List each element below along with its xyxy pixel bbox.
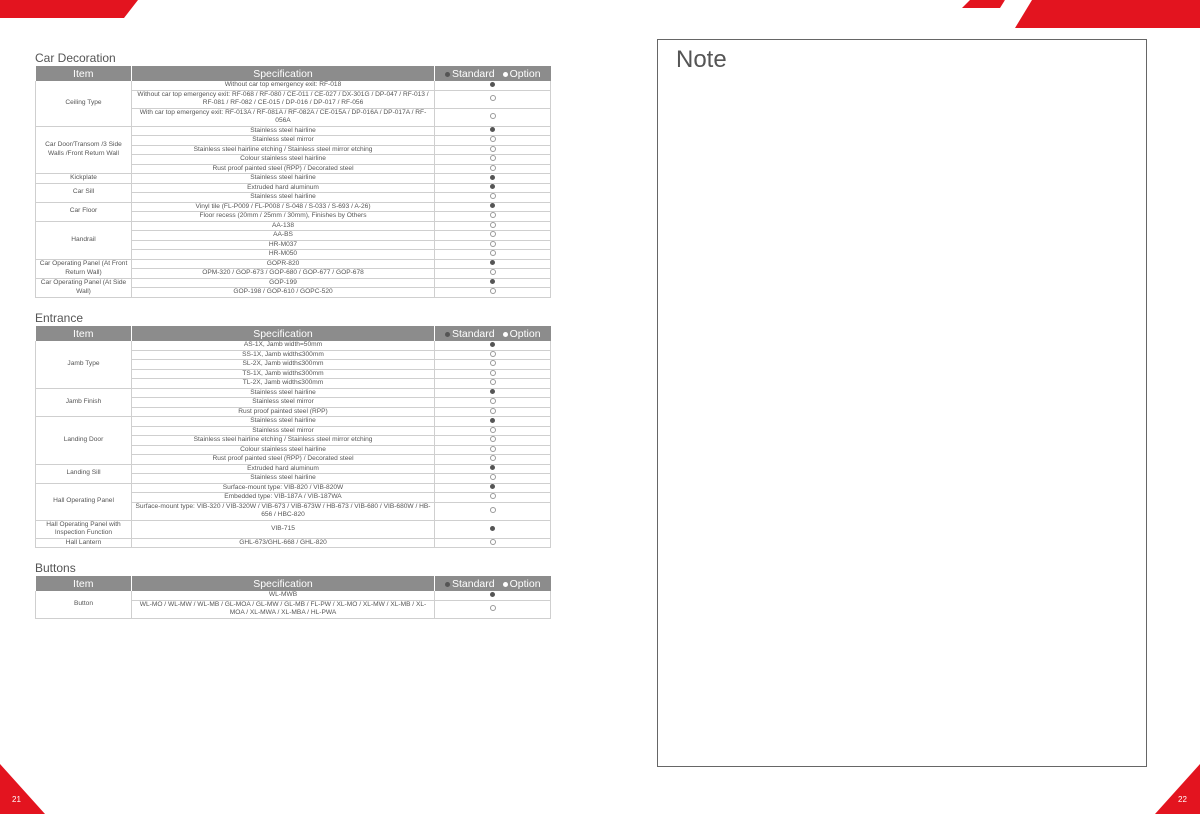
option-dot-icon xyxy=(490,539,496,545)
option-dot-icon xyxy=(490,193,496,199)
column-header-specification: Specification xyxy=(132,576,435,591)
option-marker xyxy=(435,455,551,465)
note-title: Note xyxy=(676,46,727,73)
option-dot-icon xyxy=(490,474,496,480)
standard-dot-icon xyxy=(490,260,495,265)
table-row xyxy=(36,259,551,269)
standard-dot-icon xyxy=(490,82,495,87)
legend-option: Option xyxy=(509,327,541,340)
option-marker xyxy=(435,288,551,298)
column-header-item: Item xyxy=(36,66,132,81)
option-dot-icon xyxy=(490,507,496,513)
standard-marker xyxy=(435,591,551,600)
option-dot-icon xyxy=(503,582,508,587)
standard-marker xyxy=(435,388,551,398)
top-right-red-banner xyxy=(960,0,1200,30)
option-dot-icon xyxy=(490,269,496,275)
item-name: Car Floor xyxy=(36,202,132,221)
item-name: Car Operating Panel (At Side Wall) xyxy=(36,278,132,297)
table-row xyxy=(36,341,551,350)
specification-cell: Stainless steel hairline xyxy=(132,126,435,136)
option-marker xyxy=(435,164,551,174)
standard-marker xyxy=(435,81,551,90)
standard-dot-icon xyxy=(490,526,495,531)
item-name: Button xyxy=(36,591,132,618)
column-header-specification: Specification xyxy=(132,66,435,81)
legend-standard: Standard xyxy=(451,577,495,590)
item-name: Ceiling Type xyxy=(36,81,132,126)
option-marker xyxy=(435,221,551,231)
section-title-car-decoration: Car Decoration xyxy=(35,51,116,65)
option-dot-icon xyxy=(490,95,496,101)
specification-cell: SS-1X, Jamb width≤300mm xyxy=(132,350,435,360)
option-dot-icon xyxy=(503,72,508,77)
specification-cell: Colour stainless steel hairline xyxy=(132,155,435,165)
option-dot-icon xyxy=(490,379,496,385)
column-header-specification: Specification xyxy=(132,326,435,341)
standard-dot-icon xyxy=(490,465,495,470)
column-header-legend xyxy=(435,66,551,81)
standard-marker xyxy=(435,259,551,269)
standard-marker xyxy=(435,202,551,212)
standard-dot-icon xyxy=(490,184,495,189)
item-name: Car Door/Transom /3 Side Walls /Front Return Wall xyxy=(36,126,132,174)
standard-marker xyxy=(435,417,551,427)
option-marker xyxy=(435,145,551,155)
item-name: Car Operating Panel (At Front Return Wall) xyxy=(36,259,132,278)
table-row xyxy=(36,417,551,427)
specification-cell: AA-BS xyxy=(132,231,435,241)
option-marker xyxy=(435,136,551,146)
option-marker xyxy=(435,379,551,389)
option-dot-icon xyxy=(503,332,508,337)
option-marker xyxy=(435,193,551,203)
option-marker xyxy=(435,231,551,241)
specification-cell: WL-MWB xyxy=(132,591,435,600)
option-dot-icon xyxy=(490,427,496,433)
standard-dot-icon xyxy=(490,418,495,423)
option-marker xyxy=(435,474,551,484)
bottom-right-red-corner xyxy=(1155,764,1200,814)
specification-cell: GOPR-820 xyxy=(132,259,435,269)
entrance-table xyxy=(35,326,551,548)
column-header-legend xyxy=(435,576,551,591)
standard-dot-icon xyxy=(490,389,495,394)
specification-cell: OPM-320 / GOP-673 / GOP-680 / GOP-677 / GOP-678 xyxy=(132,269,435,279)
option-marker xyxy=(435,212,551,222)
specification-cell: Rust proof painted steel (RPP) / Decorated steel xyxy=(132,455,435,465)
specification-cell: Stainless steel hairline xyxy=(132,388,435,398)
item-name: Jamb Finish xyxy=(36,388,132,417)
option-marker xyxy=(435,445,551,455)
standard-marker xyxy=(435,341,551,350)
option-dot-icon xyxy=(490,155,496,161)
standard-dot-icon xyxy=(490,279,495,284)
option-dot-icon xyxy=(490,231,496,237)
option-dot-icon xyxy=(490,398,496,404)
item-name: Hall Lantern xyxy=(36,538,132,548)
option-marker xyxy=(435,269,551,279)
option-marker xyxy=(435,538,551,548)
standard-dot-icon xyxy=(490,203,495,208)
item-name: Landing Sill xyxy=(36,464,132,483)
specification-cell: Extruded hard aluminum xyxy=(132,183,435,193)
page-number-right: 22 xyxy=(1178,795,1187,804)
table-row xyxy=(36,278,551,288)
top-left-red-banner xyxy=(0,0,140,20)
option-marker xyxy=(435,502,551,520)
standard-dot-icon xyxy=(490,592,495,597)
table-row xyxy=(36,538,551,548)
option-dot-icon xyxy=(490,455,496,461)
standard-marker xyxy=(435,483,551,493)
specification-cell: Without car top emergency exit: RF-068 / RF-080 / CE-011 / CE-027 / DX-301G / DP-047 / RF-013 / RF-081 / RF-082 / CE-015 / DP-016 / DP-017 / RF-056 xyxy=(132,90,435,108)
specification-cell: Surface-mount type: VIB-320 / VIB-320W / VIB-673 / VIB-673W / HB-673 / VIB-680 / VIB-680W / HB-656 / HBC-820 xyxy=(132,502,435,520)
specification-cell: WL-MO / WL-MW / WL-MB / GL-MOA / GL-MW / GL-MB / FL-PW / XL-MO / XL-MW / XL-MB / XL-MOA / XL-MWA / XL-MBA / HL-PWA xyxy=(132,600,435,618)
option-marker xyxy=(435,600,551,618)
standard-marker xyxy=(435,278,551,288)
specification-cell: Rust proof painted steel (RPP) / Decorated steel xyxy=(132,164,435,174)
table-row xyxy=(36,183,551,193)
item-name: Handrail xyxy=(36,221,132,259)
note-box xyxy=(657,39,1147,767)
specification-cell: Stainless steel hairline xyxy=(132,474,435,484)
option-marker xyxy=(435,369,551,379)
option-marker xyxy=(435,360,551,370)
standard-marker xyxy=(435,520,551,538)
standard-dot-icon xyxy=(445,582,450,587)
option-marker xyxy=(435,155,551,165)
table-row xyxy=(36,202,551,212)
legend-option: Option xyxy=(509,577,541,590)
section-title-entrance: Entrance xyxy=(35,311,84,325)
option-dot-icon xyxy=(490,241,496,247)
option-dot-icon xyxy=(490,360,496,366)
option-marker xyxy=(435,398,551,408)
option-dot-icon xyxy=(490,222,496,228)
specification-cell: Stainless steel hairline etching / Stainless steel mirror etching xyxy=(132,436,435,446)
option-dot-icon xyxy=(490,605,496,611)
specification-cell: Embedded type: VIB-187A / VIB-187WA xyxy=(132,493,435,503)
standard-marker xyxy=(435,183,551,193)
item-name: Hall Operating Panel with Inspection Function xyxy=(36,520,132,538)
option-dot-icon xyxy=(490,136,496,142)
column-header-item: Item xyxy=(36,326,132,341)
specification-cell: With car top emergency exit: RF-013A / RF-081A / RF-082A / CE-015A / DP-016A / DP-017A / RF-056A xyxy=(132,108,435,126)
specification-cell: Vinyl tile (FL-P009 / FL-P008 / S-048 / S-033 / S-693 / A-26) xyxy=(132,202,435,212)
standard-dot-icon xyxy=(445,332,450,337)
option-marker xyxy=(435,493,551,503)
specification-cell: Colour stainless steel hairline xyxy=(132,445,435,455)
table-row xyxy=(36,464,551,474)
specification-cell: Without car top emergency exit: RF-018 xyxy=(132,81,435,90)
standard-dot-icon xyxy=(490,175,495,180)
standard-dot-icon xyxy=(445,72,450,77)
table-row xyxy=(36,483,551,493)
specification-cell: GOP-198 / GOP-610 / GOPC-520 xyxy=(132,288,435,298)
standard-dot-icon xyxy=(490,484,495,489)
specification-cell: VIB-715 xyxy=(132,520,435,538)
specification-cell: HR-M050 xyxy=(132,250,435,260)
specification-cell: AS-1X, Jamb width=50mm xyxy=(132,341,435,350)
option-marker xyxy=(435,108,551,126)
buttons-table xyxy=(35,576,551,619)
specification-cell: GHL-673/GHL-668 / GHL-820 xyxy=(132,538,435,548)
option-marker xyxy=(435,350,551,360)
specification-cell: Stainless steel hairline xyxy=(132,193,435,203)
standard-marker xyxy=(435,126,551,136)
specification-cell: Surface-mount type: VIB-820 / VIB-820W xyxy=(132,483,435,493)
specification-cell: Stainless steel mirror xyxy=(132,426,435,436)
option-marker xyxy=(435,240,551,250)
option-dot-icon xyxy=(490,165,496,171)
option-marker xyxy=(435,250,551,260)
specification-cell: Floor recess (20mm / 25mm / 30mm), Finishes by Others xyxy=(132,212,435,222)
specification-cell: AA-138 xyxy=(132,221,435,231)
option-dot-icon xyxy=(490,146,496,152)
column-header-item: Item xyxy=(36,576,132,591)
specification-cell: Stainless steel hairline xyxy=(132,417,435,427)
legend-standard: Standard xyxy=(451,327,495,340)
item-name: Jamb Type xyxy=(36,341,132,388)
bottom-left-red-corner xyxy=(0,764,45,814)
specification-cell: GOP-199 xyxy=(132,278,435,288)
option-dot-icon xyxy=(490,288,496,294)
option-dot-icon xyxy=(490,436,496,442)
option-dot-icon xyxy=(490,113,496,119)
specification-cell: SL-2X, Jamb width≤300mm xyxy=(132,360,435,370)
table-row xyxy=(36,591,551,600)
option-dot-icon xyxy=(490,446,496,452)
legend-standard: Standard xyxy=(451,67,495,80)
specification-cell: HR-M037 xyxy=(132,240,435,250)
page-number-left: 21 xyxy=(12,795,21,804)
specification-cell: Stainless steel hairline xyxy=(132,174,435,184)
table-row xyxy=(36,388,551,398)
option-marker xyxy=(435,90,551,108)
option-dot-icon xyxy=(490,212,496,218)
car-decoration-table xyxy=(35,66,551,298)
option-dot-icon xyxy=(490,408,496,414)
option-dot-icon xyxy=(490,351,496,357)
item-name: Hall Operating Panel xyxy=(36,483,132,520)
option-dot-icon xyxy=(490,370,496,376)
specification-cell: Rust proof painted steel (RPP) xyxy=(132,407,435,417)
table-row xyxy=(36,174,551,184)
specification-cell: Stainless steel hairline etching / Stainless steel mirror etching xyxy=(132,145,435,155)
option-dot-icon xyxy=(490,493,496,499)
standard-marker xyxy=(435,464,551,474)
table-row xyxy=(36,126,551,136)
specification-cell: TL-2X, Jamb width≤300mm xyxy=(132,379,435,389)
item-name: Kickplate xyxy=(36,174,132,184)
standard-dot-icon xyxy=(490,127,495,132)
item-name: Landing Door xyxy=(36,417,132,465)
standard-marker xyxy=(435,174,551,184)
table-row xyxy=(36,221,551,231)
legend-option: Option xyxy=(509,67,541,80)
table-row xyxy=(36,520,551,538)
table-row xyxy=(36,81,551,90)
standard-dot-icon xyxy=(490,342,495,347)
specification-cell: Stainless steel mirror xyxy=(132,136,435,146)
option-dot-icon xyxy=(490,250,496,256)
item-name: Car Sill xyxy=(36,183,132,202)
section-title-buttons: Buttons xyxy=(35,561,76,575)
option-marker xyxy=(435,436,551,446)
column-header-legend xyxy=(435,326,551,341)
specification-cell: Stainless steel mirror xyxy=(132,398,435,408)
specification-cell: TS-1X, Jamb width≤300mm xyxy=(132,369,435,379)
option-marker xyxy=(435,407,551,417)
option-marker xyxy=(435,426,551,436)
specification-cell: Extruded hard aluminum xyxy=(132,464,435,474)
